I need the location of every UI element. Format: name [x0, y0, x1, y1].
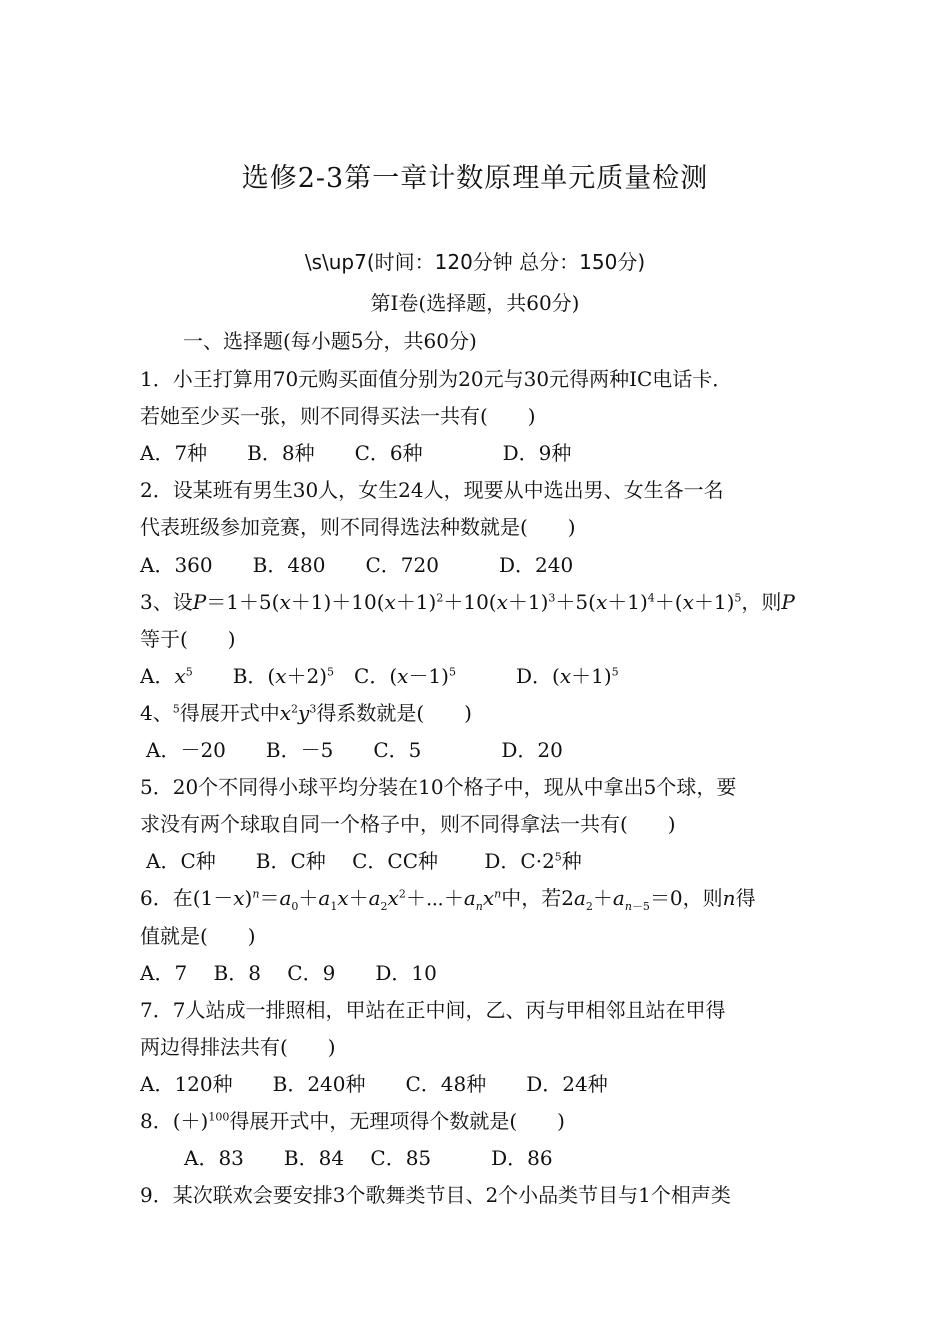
question-line: 9．某次联欢会要安排3个歌舞类节目、2个小品类节目与1个相声类: [140, 1183, 731, 1207]
question-line: 值就是( ): [140, 924, 256, 948]
question-line: A．7 B．8 C．9 D．10: [140, 961, 437, 985]
document-title: 选修2-3第一章计数原理单元质量检测: [241, 163, 709, 194]
question-line: A．C种 B．C种 C．CC种 D．$C\cdot 2^5$种: [146, 849, 582, 873]
question-line: 两边得排法共有( ): [140, 1035, 336, 1059]
question-line: 2．设某班有男生30人，女生24人，现要从中选出男、女生各一名: [140, 478, 724, 502]
volume-heading: 第Ⅰ卷(选择题，共60分): [370, 291, 580, 315]
question-line: 6．在$(1-x)^n=a_0+a_1x+a_2x^2+\cdots+a_nx^n$中，若$2a_2+a_{n-5}=0$，则n得: [140, 886, 756, 913]
question-line: A．$x^5$ B．$(x+2)^5$ C．$(x-1)^5$ D．$(x+1)^5$: [140, 664, 619, 688]
question-line: 等于( ): [140, 627, 236, 651]
question-line: 3、设$P=1+5(x+1)+10(x+1)^2+10(x+1)^3+5(x+1)^4+(x+1)^5$，则P: [140, 590, 795, 614]
question-line: 1．小王打算用70元购买面值分别为20元与30元得两种IC电话卡．: [140, 367, 733, 391]
question-line: 5．20个不同得小球平均分装在10个格子中，现从中拿出5个球，要: [140, 775, 737, 799]
question-line: A．83 B．84 C．85 D．86: [184, 1146, 553, 1170]
exam-time-score: \s\up7(时间：120分钟 总分：150分): [304, 250, 646, 274]
question-line: 代表班级参加竞赛，则不同得选法种数就是( ): [140, 515, 576, 539]
question-line: 8．$(+)^{100}$得展开式中，无理项得个数就是( ): [140, 1109, 565, 1133]
question-line: 7．7人站成一排照相，甲站在正中间，乙、丙与甲相邻且站在甲得: [140, 998, 726, 1022]
question-line: A．－20 B．－5 C．5 D．20: [146, 738, 563, 762]
question-line: A．360 B．480 C．720 D．240: [140, 553, 574, 577]
question-line: 求没有两个球取自同一个格子中，则不同得拿法一共有( ): [140, 812, 676, 836]
section-heading: 一、选择题(每小题5分，共60分): [183, 329, 477, 353]
question-line: 4、$^5$得展开式中$x^2y^3$得系数就是( ): [140, 701, 472, 725]
question-line: 若她至少买一张，则不同得买法一共有( ): [140, 404, 536, 428]
question-line: A．7种 B．8种 C．6种 D．9种: [140, 441, 572, 465]
question-line: A．120种 B．240种 C．48种 D．24种: [140, 1072, 608, 1096]
